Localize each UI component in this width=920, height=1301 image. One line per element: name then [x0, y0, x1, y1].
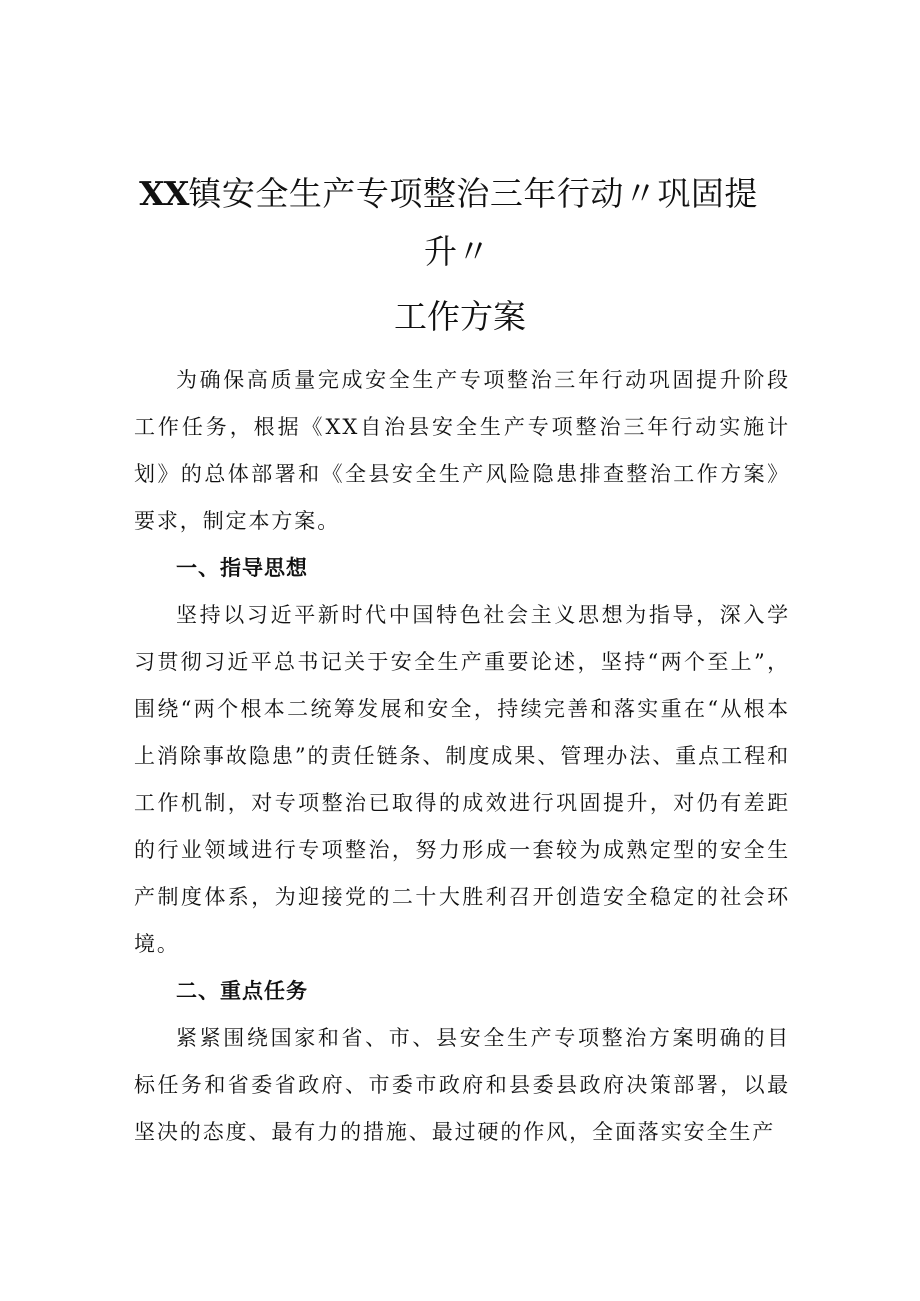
title-prefix: XX: [139, 174, 189, 213]
section-paragraph-guiding-ideology: 坚持以习近平新时代中国特色社会主义思想为指导，深入学习贯彻习近平总书记关于安全生产重要论述，坚持“两个至上”，围绕“两个根本二统筹发展和安全，持续完善和落实重在“从根本上消除事故隐患”的责任链条、制度成果、管理办法、重点工程和工作机制，对专项整治已取得的成效进行巩固提升，对仍有差距的行业领域进行专项整治，努力形成一套较为成熟定型的安全生产制度体系，为迎接党的二十大胜利召开创造安全稳定的社会环境。: [134, 603, 790, 956]
document-subtitle: 工作方案: [394, 297, 526, 336]
document-body: [134, 357, 790, 1156]
intro-paragraph: 为确保高质量完成安全生产专项整治三年行动巩固提升阶段工作任务，根据《XX自治县安全生产专项整治三年行动实施计划》的总体部署和《全县安全生产风险隐患排查整治工作方案》要求，制定本方案。: [134, 368, 790, 533]
section-heading-key-tasks: 二、重点任务: [176, 979, 308, 1003]
title-main: 镇安全生产专项整治三年行动〃巩固提: [188, 174, 758, 213]
section-paragraph-key-tasks: 紧紧围绕国家和省、市、县安全生产专项整治方案明确的目标任务和省委省政府、市委市政府和县委县政府决策部署，以最坚决的态度、最有力的措施、最过硬的作风，全面落实安全生产: [134, 1026, 790, 1144]
title-line-1: [107, 165, 790, 223]
document-title: [130, 165, 790, 353]
section-heading-guiding-ideology: 一、指导思想: [176, 556, 308, 580]
title-line-2: 升〃: [424, 232, 490, 271]
